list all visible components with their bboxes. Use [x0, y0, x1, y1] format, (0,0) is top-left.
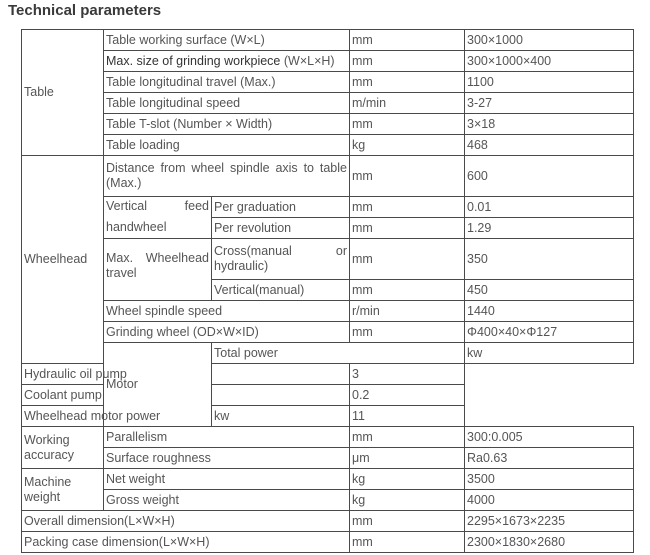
unit-cell: kw	[212, 406, 350, 427]
table-row	[22, 301, 634, 322]
param-cell: Table longitudinal travel (Max.)	[104, 72, 350, 93]
param-line: (Max.)	[106, 176, 142, 190]
group-label-working-accuracy	[22, 427, 104, 469]
unit-cell: mm	[350, 72, 465, 93]
value-cell: 300×1000×400	[465, 51, 634, 72]
value-cell: 1.29	[465, 218, 634, 239]
value-cell: 3500	[465, 469, 634, 490]
value-cell: 600	[465, 156, 634, 197]
param-cell	[104, 51, 350, 72]
value-cell: 468	[465, 135, 634, 156]
value-cell: 0.01	[465, 197, 634, 218]
table-row	[22, 72, 634, 93]
group-label-line: Machine	[24, 474, 72, 489]
table-row	[22, 532, 634, 553]
param-line: Cross(manual or	[214, 244, 347, 258]
group-label-wheelhead: Wheelhead	[22, 156, 104, 364]
table-row	[22, 448, 634, 469]
param-line: Vertical feed	[106, 199, 209, 213]
unit-cell: mm	[350, 280, 465, 301]
param-cell: Table loading	[104, 135, 350, 156]
param-cell: Packing case dimension(L×W×H)	[22, 532, 350, 553]
table-row	[22, 364, 634, 385]
param-line: Max. Wheelhead	[106, 251, 209, 265]
value-cell: 3×18	[465, 114, 634, 135]
table-row	[22, 51, 634, 72]
unit-cell: mm	[350, 427, 465, 448]
unit-cell: mm	[350, 114, 465, 135]
value-cell: 2295×1673×2235	[465, 511, 634, 532]
unit-cell: mm	[350, 30, 465, 51]
value-cell: 350	[465, 239, 634, 280]
group-label-line: Working	[24, 432, 70, 447]
unit-cell: μm	[350, 448, 465, 469]
value-cell: 3-27	[465, 93, 634, 114]
value-cell: 450	[465, 280, 634, 301]
value-cell: 300×1000	[465, 30, 634, 51]
param-cell: Coolant pump	[22, 385, 212, 406]
param-cell: Wheel spindle speed	[104, 301, 350, 322]
table-row	[22, 135, 634, 156]
param-cell: Table longitudinal speed	[104, 93, 350, 114]
unit-cell: mm	[350, 511, 465, 532]
unit-cell: kg	[350, 469, 465, 490]
table-row	[22, 30, 634, 51]
value-cell: Ra0.63	[465, 448, 634, 469]
param-text-suffix: (W×L×H)	[280, 53, 335, 68]
table-row	[22, 343, 634, 364]
group-label-machine-weight	[22, 469, 104, 511]
value-cell: 0.2	[350, 385, 465, 406]
table-row	[22, 406, 634, 427]
group-label-line: weight	[24, 489, 61, 504]
value-cell: 11	[350, 406, 465, 427]
param-cell: Wheelhead motor power	[22, 406, 212, 427]
table-row	[22, 490, 634, 511]
group-label-table: Table	[22, 30, 104, 156]
value-cell: 3	[350, 364, 465, 385]
table-row	[22, 114, 634, 135]
unit-cell	[212, 364, 350, 385]
param-line: hydraulic)	[214, 259, 269, 273]
table-row	[22, 427, 634, 448]
value-cell: 2300×1830×2680	[465, 532, 634, 553]
param-cell: Per revolution	[212, 218, 350, 239]
unit-cell: mm	[350, 239, 465, 280]
unit-cell: kg	[350, 135, 465, 156]
unit-cell	[212, 385, 350, 406]
group-label-motor: Motor	[104, 343, 212, 427]
unit-cell: mm	[350, 532, 465, 553]
param-cell: Overall dimension(L×W×H)	[22, 511, 350, 532]
value-cell: Φ400×40×Φ127	[465, 322, 634, 343]
param-cell: Table T-slot (Number × Width)	[104, 114, 350, 135]
param-cell: Net weight	[104, 469, 350, 490]
param-cell: Gross weight	[104, 490, 350, 511]
param-line: Distance from wheel spindle axis to table	[106, 161, 347, 175]
table-row	[22, 156, 634, 197]
param-cell: Hydraulic oil pump	[22, 364, 212, 385]
param-line: travel	[106, 266, 137, 280]
value-cell: 1100	[465, 72, 634, 93]
unit-cell: mm	[350, 197, 465, 218]
table-row	[22, 469, 634, 490]
table-row	[22, 197, 634, 218]
param-cell	[212, 239, 350, 280]
param-cell: Parallelism	[104, 427, 350, 448]
param-cell: Grinding wheel (OD×W×ID)	[104, 322, 350, 343]
param-cell: Table working surface (W×L)	[104, 30, 350, 51]
unit-cell: m/min	[350, 93, 465, 114]
table-row	[22, 511, 634, 532]
param-cell: Vertical(manual)	[212, 280, 350, 301]
param-line: handwheel	[106, 220, 167, 234]
unit-cell: mm	[350, 322, 465, 343]
unit-cell: mm	[350, 51, 465, 72]
table-row	[22, 239, 634, 280]
unit-cell: mm	[350, 156, 465, 197]
param-cell	[104, 239, 212, 301]
param-cell: Total power	[212, 343, 465, 364]
param-text: Max. size of grinding workpiece	[106, 53, 281, 68]
group-label-line: accuracy	[24, 447, 75, 462]
value-cell: 1440	[465, 301, 634, 322]
param-cell: Surface roughness	[104, 448, 350, 469]
param-cell	[104, 197, 212, 239]
section-heading: Technical parameters	[8, 2, 162, 19]
value-cell: 300:0.005	[465, 427, 634, 448]
unit-cell: kg	[350, 490, 465, 511]
value-cell: 4000	[465, 490, 634, 511]
param-cell: Per graduation	[212, 197, 350, 218]
unit-cell: mm	[350, 218, 465, 239]
unit-cell: r/min	[350, 301, 465, 322]
param-cell	[104, 156, 350, 197]
unit-cell: kw	[465, 343, 634, 364]
table-row	[22, 322, 634, 343]
technical-parameters-table	[21, 29, 634, 553]
table-row	[22, 93, 634, 114]
